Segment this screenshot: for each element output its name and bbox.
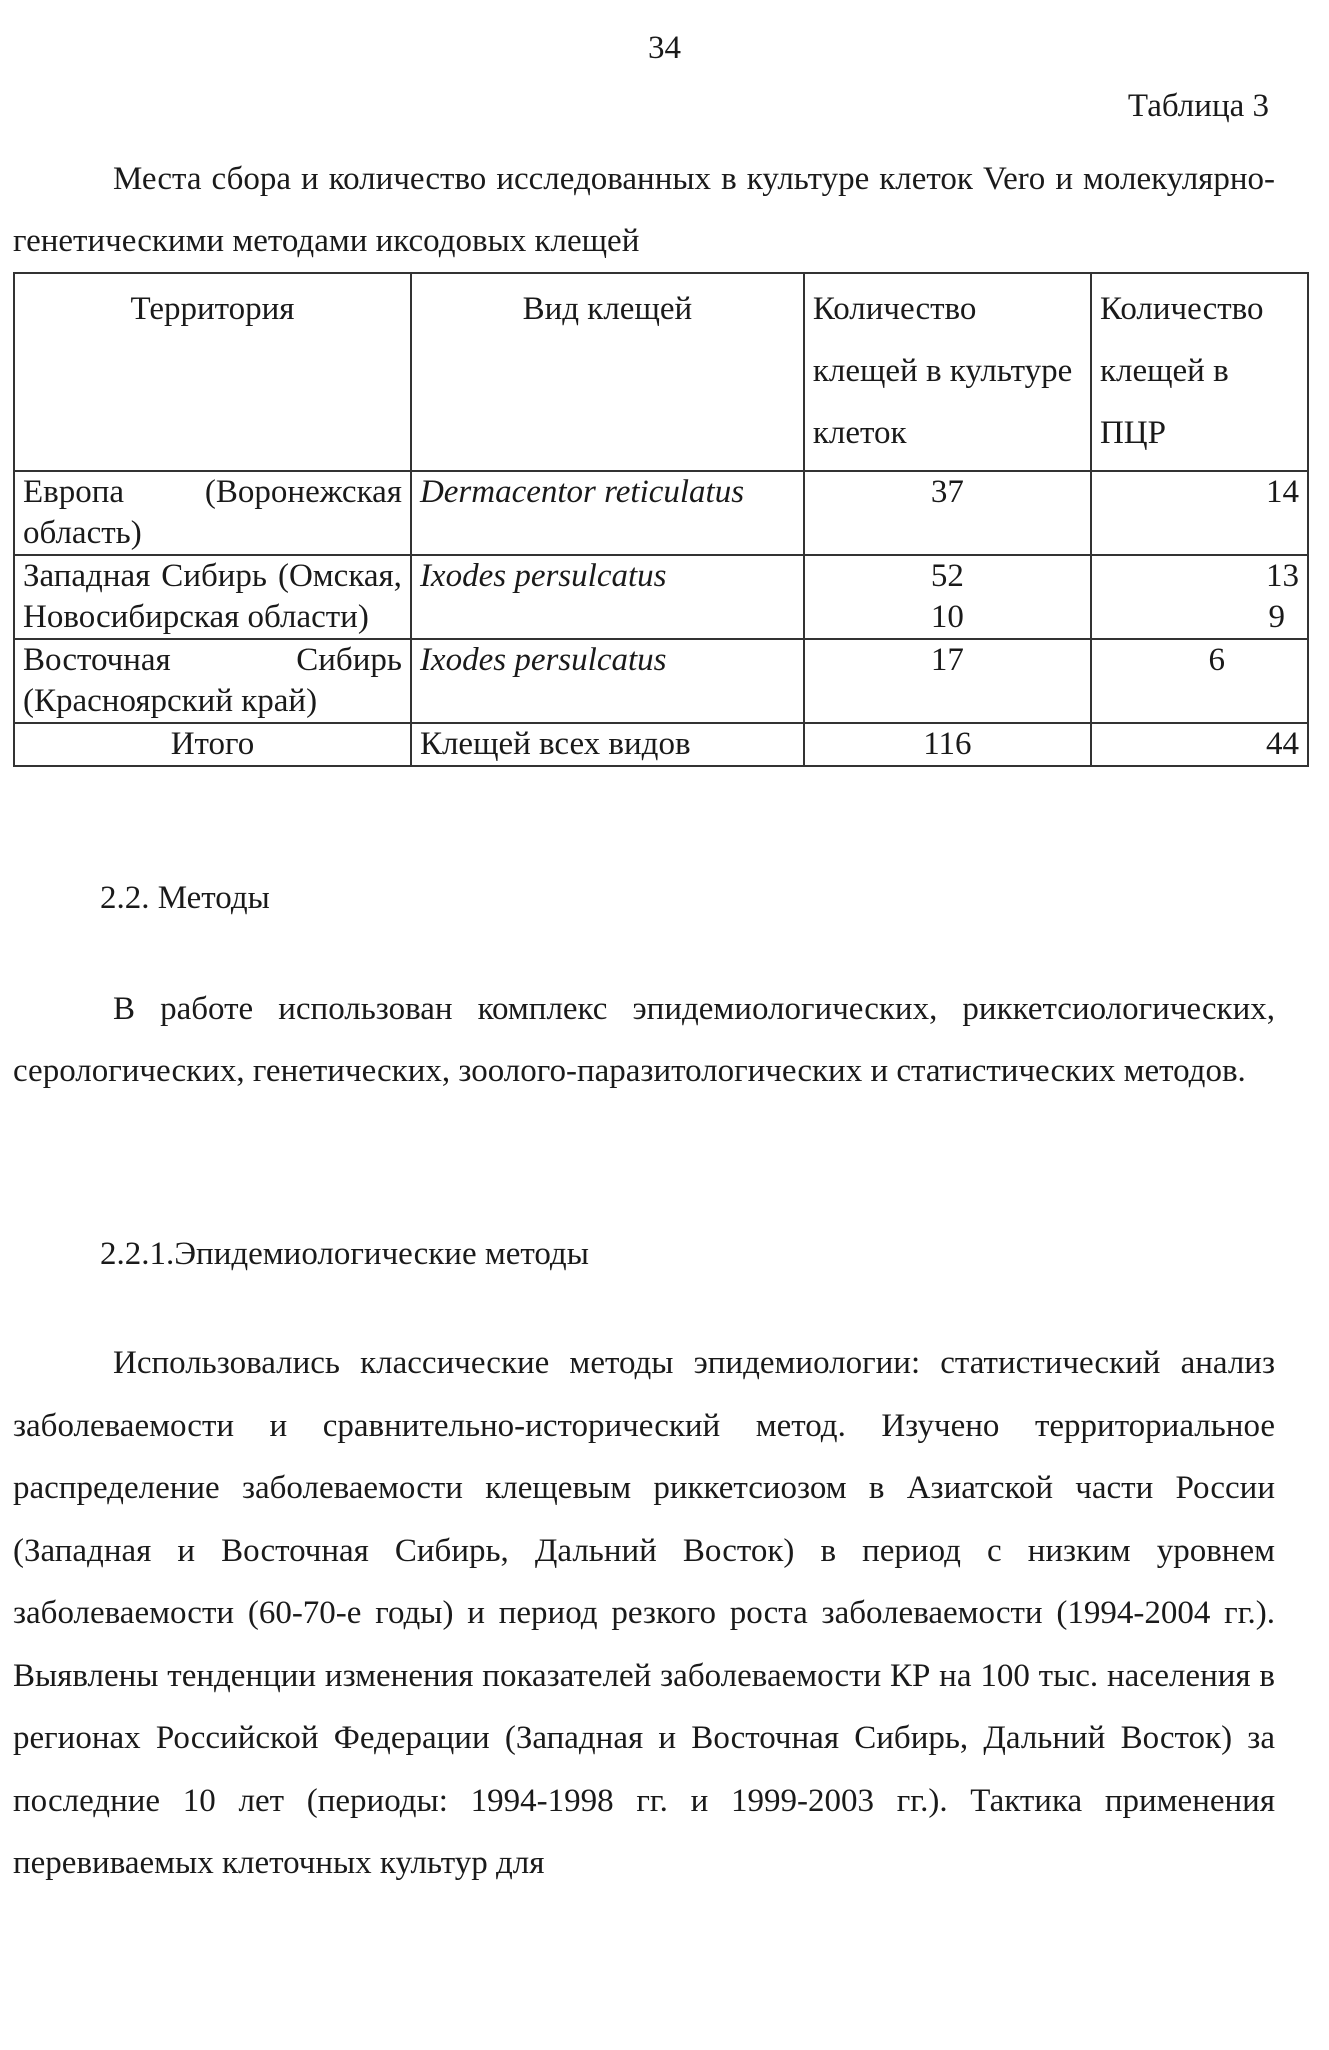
section-heading-epidemiological-methods: 2.2.1.Эпидемиологические методы <box>100 1236 589 1272</box>
culture-count-line: 10 <box>930 599 964 635</box>
header-culture-count-text: Количество клещей в культуре клеток <box>812 291 1073 451</box>
cell-pcr-count: 6 <box>1091 639 1308 723</box>
table-title: Места сбора и количество исследованных в культуре клеток Vero и молекулярно-генетическими методами иксодовых клещей <box>13 161 1275 259</box>
header-species: Вид клещей <box>411 273 804 471</box>
table-header-row <box>14 273 1308 471</box>
cell-pcr-count: 14 <box>1091 471 1308 555</box>
header-culture-count <box>804 273 1091 471</box>
cell-territory: Европа (Воронежская область) <box>14 471 411 555</box>
cell-total-species: Клещей всех видов <box>411 723 804 766</box>
table-row <box>14 639 1308 723</box>
table-row <box>14 555 1308 639</box>
cell-species: Ixodes persulcatus <box>411 639 804 723</box>
cell-territory: Восточная Сибирь (Красноярский край) <box>14 639 411 723</box>
section-heading-methods: 2.2. Методы <box>100 880 270 916</box>
ticks-collection-table <box>13 272 1309 767</box>
header-territory: Территория <box>14 273 411 471</box>
cell-species: Dermacentor reticulatus <box>411 471 804 555</box>
header-pcr-count: Количество клещей в ПЦР <box>1091 273 1308 471</box>
cell-total-pcr-count: 44 <box>1091 723 1308 766</box>
cell-pcr-count <box>1091 555 1308 639</box>
page-number: 34 <box>648 30 681 66</box>
cell-culture-count: 17 <box>804 639 1091 723</box>
cell-total-label: Итого <box>14 723 411 766</box>
table-total-row <box>14 723 1308 766</box>
table-row <box>14 471 1308 555</box>
paragraph-methods: В работе использован комплекс эпидемиологических, риккетсиологических, серологических, генетических, зоолого-паразитологических и статистических методов. <box>13 991 1275 1089</box>
paragraph-epidemiological-methods: Использовались классические методы эпидемиологии: статистический анализ заболеваемости и сравнительно-исторический метод. Изучено территориальное распределение заболеваемости клещевым риккетсиозом в Азиатской части России (Западная и Восточная Сибирь, Дальний Восток) в период с низким уровнем заболеваемости (60-70-е годы) и период резкого роста заболеваемости (1994-2004 гг.). Выявлены тенденции изменения показателей заболеваемости КР на 100 тыс. населения в регионах Российской Федерации (Западная и Восточная Сибирь, Дальний Восток) за последние 10 лет (периоды: 1994-1998 гг. и 1999-2003 гг.). Тактика применения перевиваемых клеточных культур для <box>13 1345 1275 1881</box>
pcr-count-line: 13 <box>1266 558 1299 594</box>
cell-culture-count: 37 <box>804 471 1091 555</box>
cell-territory: Западная Сибирь (Омская, Новосибирская области) <box>14 555 411 639</box>
table-caption: Таблица 3 <box>1127 88 1269 124</box>
cell-total-culture-count: 116 <box>804 723 1091 766</box>
pcr-count-line: 9 <box>1268 599 1285 635</box>
cell-culture-count <box>804 555 1091 639</box>
culture-count-line: 52 <box>930 558 964 594</box>
cell-species: Ixodes persulcatus <box>411 555 804 639</box>
